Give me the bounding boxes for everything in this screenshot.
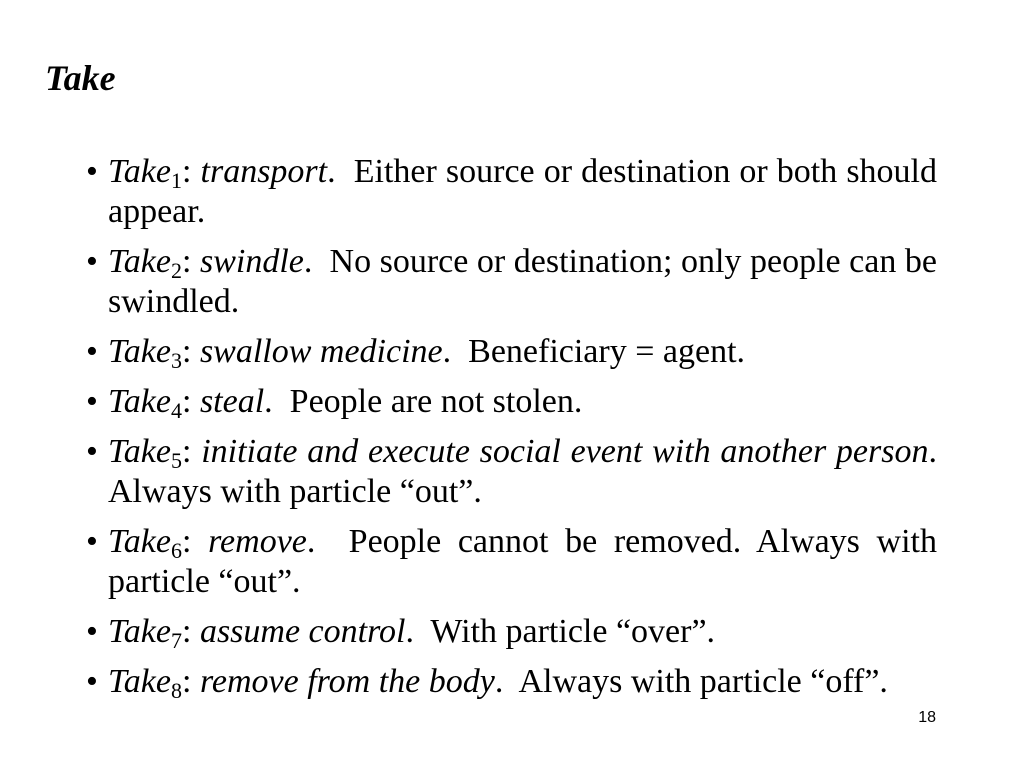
sense-note: People are not stolen. [289, 383, 583, 420]
separator: : [181, 383, 200, 420]
bullet-text [108, 243, 946, 320]
separator: : [181, 153, 201, 190]
bullet-list [86, 152, 953, 703]
headword: Take [108, 663, 171, 700]
sense-end: . [928, 433, 953, 470]
bullet-text [108, 613, 716, 653]
headword: Take [108, 383, 171, 420]
sense-index: 3 [170, 348, 182, 373]
sense-note: People cannot be removed. Always with particle “out”. [108, 523, 946, 600]
sense-gloss: steal [199, 383, 265, 420]
bullet-item [86, 662, 937, 702]
bullet-item [86, 432, 953, 512]
slide-title: Take [45, 58, 116, 98]
sense-gloss: assume control [199, 613, 406, 650]
sense-end: . [494, 663, 519, 700]
sense-index: 7 [170, 628, 182, 653]
bullet-marker: • [86, 613, 98, 650]
sense-end: . [327, 153, 354, 190]
bullet-marker: • [86, 153, 98, 190]
separator: : [181, 523, 209, 560]
sense-end: . [264, 383, 290, 420]
sense-end: . [303, 243, 330, 280]
sense-end: . [442, 333, 469, 370]
sense-note: No source or destination; only people can be swindled. [108, 243, 946, 320]
separator: : [181, 243, 200, 280]
page-number: 18 [918, 709, 936, 726]
sense-gloss: initiate and execute social event with another person [201, 433, 929, 470]
bullet-text [108, 153, 946, 230]
separator: : [181, 613, 200, 650]
bullet-item [86, 332, 937, 372]
bullet-marker: • [86, 433, 98, 470]
bullet-marker: • [86, 383, 98, 420]
bullet-marker: • [86, 663, 98, 700]
separator: : [181, 433, 202, 470]
sense-index: 8 [170, 678, 182, 703]
bullet-marker: • [86, 523, 98, 560]
separator: : [181, 663, 200, 700]
sense-note: Beneficiary = agent. [468, 333, 746, 370]
bullet-text [108, 433, 952, 510]
separator: : [181, 333, 200, 370]
sense-note: Either source or destination or both should appear. [108, 153, 946, 230]
sense-note: Always with particle “off”. [518, 663, 888, 700]
sense-gloss: remove from the body [199, 663, 495, 700]
headword: Take [108, 433, 171, 470]
sense-index: 5 [170, 448, 182, 473]
sense-index: 2 [170, 258, 182, 283]
bullet-text [108, 523, 946, 600]
headword: Take [108, 153, 171, 190]
headword: Take [108, 333, 171, 370]
bullet-item [86, 242, 946, 322]
headword: Take [108, 613, 171, 650]
sense-end: . [306, 523, 349, 560]
bullet-marker: • [86, 243, 98, 280]
sense-end: . [405, 613, 431, 650]
bullet-text [108, 663, 888, 703]
bullet-item [86, 152, 946, 232]
sense-gloss: remove [208, 523, 307, 560]
bullet-item [86, 382, 937, 422]
bullet-item [86, 612, 937, 652]
sense-index: 4 [170, 398, 182, 423]
sense-index: 1 [170, 168, 182, 193]
bullet-marker: • [86, 333, 98, 370]
bullet-text [108, 383, 583, 423]
bullet-text [108, 333, 746, 373]
headword: Take [108, 523, 171, 560]
sense-index: 6 [170, 538, 182, 563]
bullet-item [86, 522, 946, 602]
sense-gloss: transport [200, 153, 328, 190]
sense-gloss: swindle [200, 243, 304, 280]
sense-note: With particle “over”. [430, 613, 716, 650]
headword: Take [108, 243, 171, 280]
sense-gloss: swallow medicine [199, 333, 443, 370]
sense-note: Always with particle “out”. [108, 473, 482, 510]
